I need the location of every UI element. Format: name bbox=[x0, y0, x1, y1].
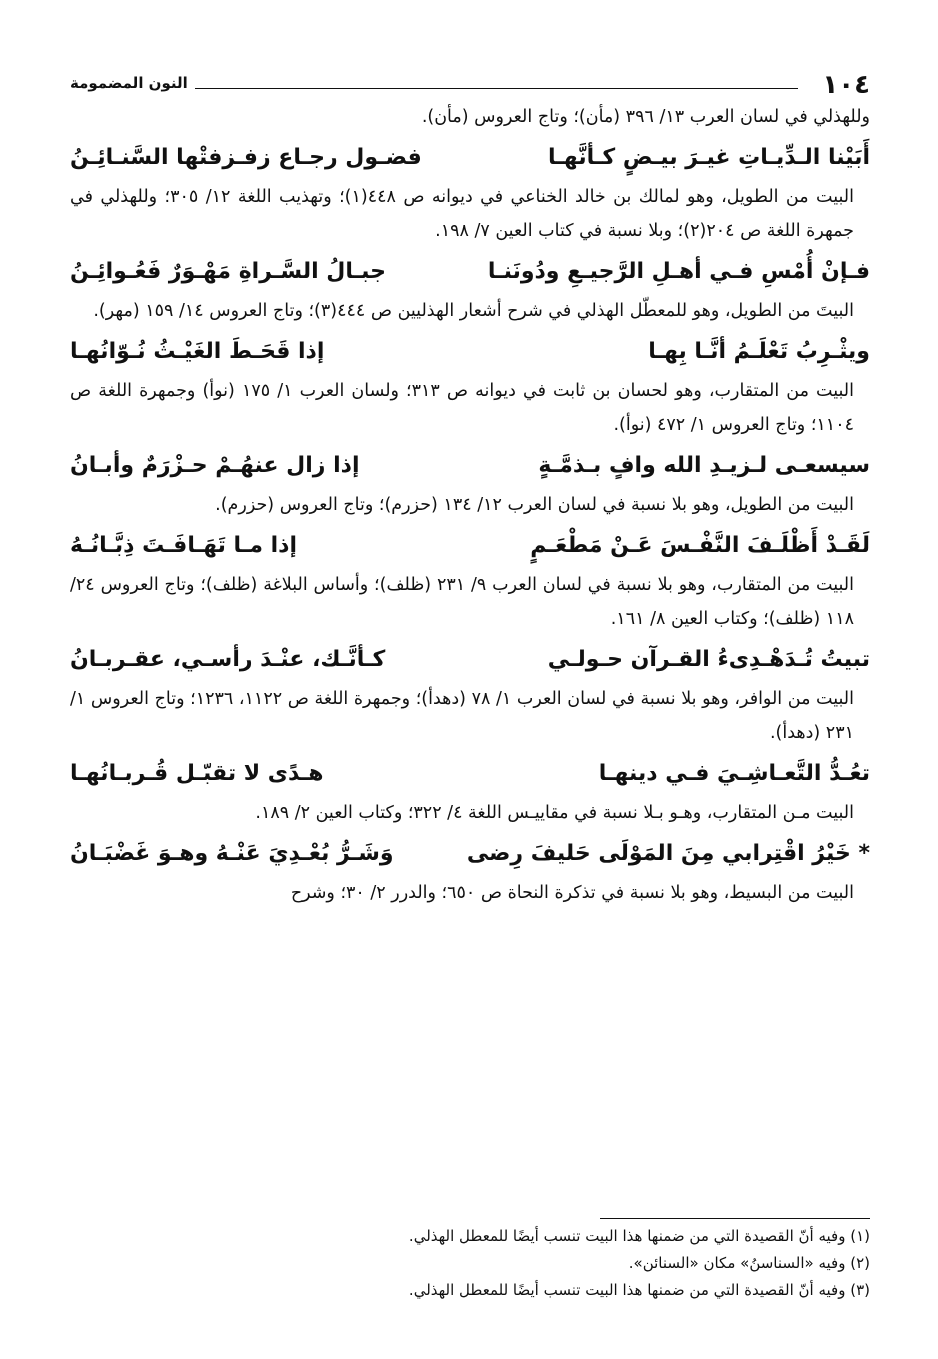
verse-entry-2 bbox=[70, 250, 870, 328]
verse bbox=[70, 752, 870, 796]
verse bbox=[70, 832, 870, 876]
first-hemistich: ويثْـرِبُ تَعْلَـمُ أنَّـا بِهـا bbox=[648, 339, 870, 364]
verse-note: البيت من البسيط، وهو بلا نسبة في تذكرة النحاة ص ٦٥٠؛ والدرر ٢/ ٣٠؛ وشرح bbox=[290, 883, 854, 903]
first-hemistich: أَبَيْنا الـدِّيـاتِ غيـرَ بيـضٍ كـأنَّهـا bbox=[548, 145, 870, 170]
page-header bbox=[70, 70, 870, 100]
footnote-1: (١) وفيه أنّ القصيدة التي من ضمنها هذا البيت تنسب أيضًا للمعطل الهذلي. bbox=[408, 1227, 870, 1245]
verse-note: البيت من الطويل، وهو بلا نسبة في لسان العرب ١٢/ ١٣٤ (حزرم)؛ وتاج العروس (حزرم). bbox=[215, 495, 854, 515]
verse bbox=[70, 444, 870, 488]
verse-note: البيت من المتقارب، وهو بلا نسبة في لسان العرب ٩/ ٢٣١ (ظلف)؛ وأساس البلاغة (ظلف)؛ وتاج العروس ٢٤/ ١١٨ (ظلف)؛ وكتاب العين ٨/ ١٦١. bbox=[70, 575, 854, 629]
second-hemistich: إذا مـا تَهَـافَـتَ ذِبَّـانُـهُ bbox=[70, 533, 297, 558]
verse-entry-8 bbox=[70, 832, 870, 910]
first-hemistich: فـإنْ أُمْسِ فـي أهـلِ الرَّجيـعِ ودُونَنـا bbox=[487, 259, 870, 284]
verse-entry-1 bbox=[70, 136, 870, 248]
first-hemistich: * خَيْرُ اقْتِرابي مِنَ المَوْلَى حَليفَ رِضى bbox=[466, 841, 870, 866]
verse-entry-3 bbox=[70, 330, 870, 442]
footnotes bbox=[70, 1218, 870, 1304]
second-hemistich: هـدًى لا تقبّـل قُـربـانُهـا bbox=[70, 761, 324, 786]
second-hemistich: إذا زال عنهُـمْ حـزْرَمٌ وأبـانُ bbox=[70, 453, 360, 478]
verse-note: البيت من الوافر، وهو بلا نسبة في لسان العرب ١/ ٧٨ (دهدأ)؛ وجمهرة اللغة ص ١١٢٢، ١٢٣٦؛ وتاج العروس ١/ ٢٣١ (دهدأ). bbox=[70, 689, 854, 743]
intro-text: وللهذلي في لسان العرب ١٣/ ٣٩٦ (مأن)؛ وتاج العروس (مأن). bbox=[421, 107, 870, 127]
verse-note: البيت مـن المتقارب، وهـو بـلا نسبة في مقاييـس اللغة ٤/ ٣٢٢؛ وكتاب العين ٢/ ١٨٩. bbox=[255, 803, 854, 823]
verse bbox=[70, 330, 870, 374]
second-hemistich: فضـول رجـاع زفـزفتْها السَّنـائِـنُ bbox=[70, 145, 422, 170]
second-hemistich: جبـالُ السَّـراةِ مَهْـوَرٌ فَعُـوائِـنُ bbox=[70, 259, 386, 284]
verse bbox=[70, 524, 870, 568]
second-hemistich: وَشَـرُّ بُعْـدِيَ عَنْـهُ وهـوَ غَضْبَـانُ bbox=[70, 841, 394, 866]
running-title: النون المضمومة bbox=[70, 74, 188, 92]
footnote-2: (٢) وفيه «السناسنُ» مكان «السنائن». bbox=[628, 1254, 870, 1272]
second-hemistich: إذا قَحَـطَ الغَيْـثُ نُـوّانُهـا bbox=[70, 339, 325, 364]
verse bbox=[70, 250, 870, 294]
footnote-rule bbox=[600, 1218, 870, 1219]
second-hemistich: كـأنَّـك، عنْـدَ رأسـي، عقـربـانُ bbox=[70, 647, 386, 672]
footnote-3: (٣) وفيه أنّ القصيدة التي من ضمنها هذا البيت تنسب أيضًا للمعطل الهذلي. bbox=[408, 1281, 870, 1299]
page bbox=[70, 70, 870, 910]
verse-entry-7 bbox=[70, 752, 870, 830]
verse-note: البيت من المتقارب، وهو لحسان بن ثابت في ديوانه ص ٣١٣؛ ولسان العرب ١/ ١٧٥ (نوأ) وجمهرة اللغة ص ١١٠٤؛ وتاج العروس ١/ ٤٧٢ (نوأ). bbox=[70, 381, 854, 435]
first-hemistich: سيسعـى لـزيـدِ الله وافٍ بـذمَّـةٍ bbox=[538, 453, 870, 478]
verse-entry-5 bbox=[70, 524, 870, 636]
first-hemistich: تبيتُ تُـدَهْـدِىءُ القـرآن حـولـي bbox=[547, 647, 870, 672]
verse-entry-6 bbox=[70, 638, 870, 750]
first-hemistich: تعُـدُّ التَّعـاشِـيَ فـي دينهـا bbox=[598, 761, 870, 786]
verse-note: البيتَ من الطويل، وهو للمعطّل الهذلي في شرح أشعار الهذليين ص ٤٤٤(٣)؛ وتاج العروس ١٤/ ١٥٩ (مهر). bbox=[93, 301, 854, 321]
header-rule bbox=[195, 88, 798, 89]
verse bbox=[70, 638, 870, 682]
first-hemistich: لَقَـدْ أَظْلَـفَ النَّفْـسَ عَـنْ مَطْعَـمٍ bbox=[530, 533, 870, 558]
verse-entry-4 bbox=[70, 444, 870, 522]
verse bbox=[70, 136, 870, 180]
verse-note: البيت من الطويل، وهو لمالك بن خالد الخناعي في ديوانه ص ٤٤٨(١)؛ وتهذيب اللغة ١٢/ ٣٠٥؛ وللهذلي في جمهرة اللغة ص ٢٠٤(٢)؛ وبلا نسبة في كتاب العين ٧/ ١٩٨. bbox=[70, 187, 854, 241]
page-number: ١٠٤ bbox=[822, 70, 870, 100]
